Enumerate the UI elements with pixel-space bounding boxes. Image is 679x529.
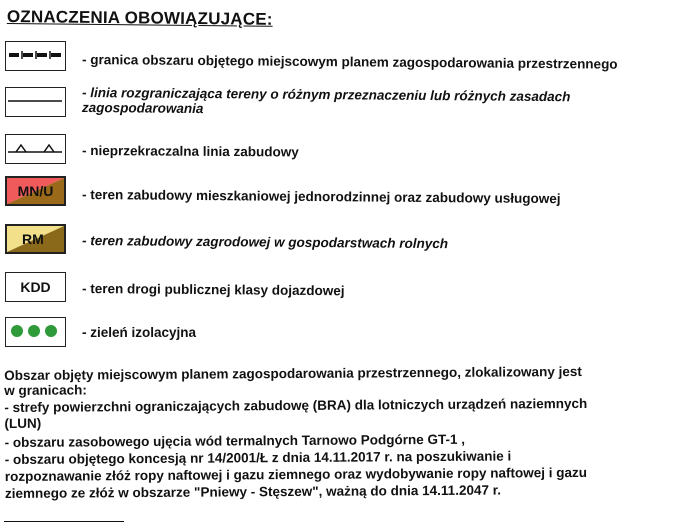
notes-paragraph bbox=[4, 347, 677, 501]
legend-title: OZNACZENIA OBOWIĄZUJĄCE: bbox=[6, 7, 273, 29]
notes-line: - obszaru zasobowego ujęcia wód termalnych Tarnowo Podgórne GT-1 , bbox=[4, 431, 465, 450]
building-line-symbol bbox=[5, 134, 66, 164]
dividing-line-label: - linia rozgraniczająca tereny o różnym przeznaczeniu lub różnych zasadach zagospodarowania bbox=[81, 85, 571, 117]
boundary-label: - granica obszaru objętego miejscowym planem zagospodarowania przestrzennego bbox=[81, 52, 618, 72]
green-dot-icon bbox=[45, 325, 57, 337]
building-line-label: - nieprzekraczalna linia zabudowy bbox=[81, 143, 299, 160]
footer-divider bbox=[4, 521, 124, 522]
notes-line: - strefy powierzchni ograniczających zabudowę (BRA) dla lotniczych urządzeń naziemnych bbox=[4, 396, 588, 416]
green-buffer-label: - zieleń izolacyjna bbox=[82, 325, 197, 340]
kdd-symbol bbox=[5, 272, 66, 302]
kdd-code: KDD bbox=[20, 279, 51, 295]
notes-line: (LUN) bbox=[4, 415, 42, 431]
green-buffer-symbol bbox=[5, 317, 66, 347]
boundary-symbol bbox=[5, 41, 66, 71]
rm-label: - teren zabudowy zagrodowej w gospodarstwach rolnych bbox=[81, 233, 449, 252]
kdd-label: - teren drogi publicznej klasy dojazdowej bbox=[81, 281, 345, 299]
mn-u-code: MN/U bbox=[17, 183, 54, 199]
notes-line: - obszaru objętego koncesją nr 14/2001/Ł z dnia 14.11.2017 r. na poszukiwanie i bbox=[4, 448, 512, 468]
dividing-line-symbol bbox=[5, 87, 66, 117]
green-dot-icon bbox=[11, 325, 23, 337]
notes-line: w granicach: bbox=[4, 382, 87, 399]
mn-u-symbol bbox=[5, 176, 66, 206]
rm-symbol bbox=[5, 224, 66, 254]
green-dot-icon bbox=[28, 325, 40, 337]
notes-line: ziemnego ze złóż w obszarze "Pniewy - Stęszew", ważną do dnia 14.11.2047 r. bbox=[4, 482, 502, 502]
rm-code: RM bbox=[22, 231, 44, 247]
notes-line: rozpoznawanie złóż ropy naftowej i gazu ziemnego oraz wydobywanie ropy naftowej i gazu bbox=[4, 465, 587, 485]
mn-u-label: - teren zabudowy mieszkaniowej jednorodzinnej oraz zabudowy usługowej bbox=[81, 187, 561, 207]
notes-line: Obszar objęty miejscowym planem zagospodarowania przestrzennego, zlokalizowany jest bbox=[4, 363, 582, 383]
